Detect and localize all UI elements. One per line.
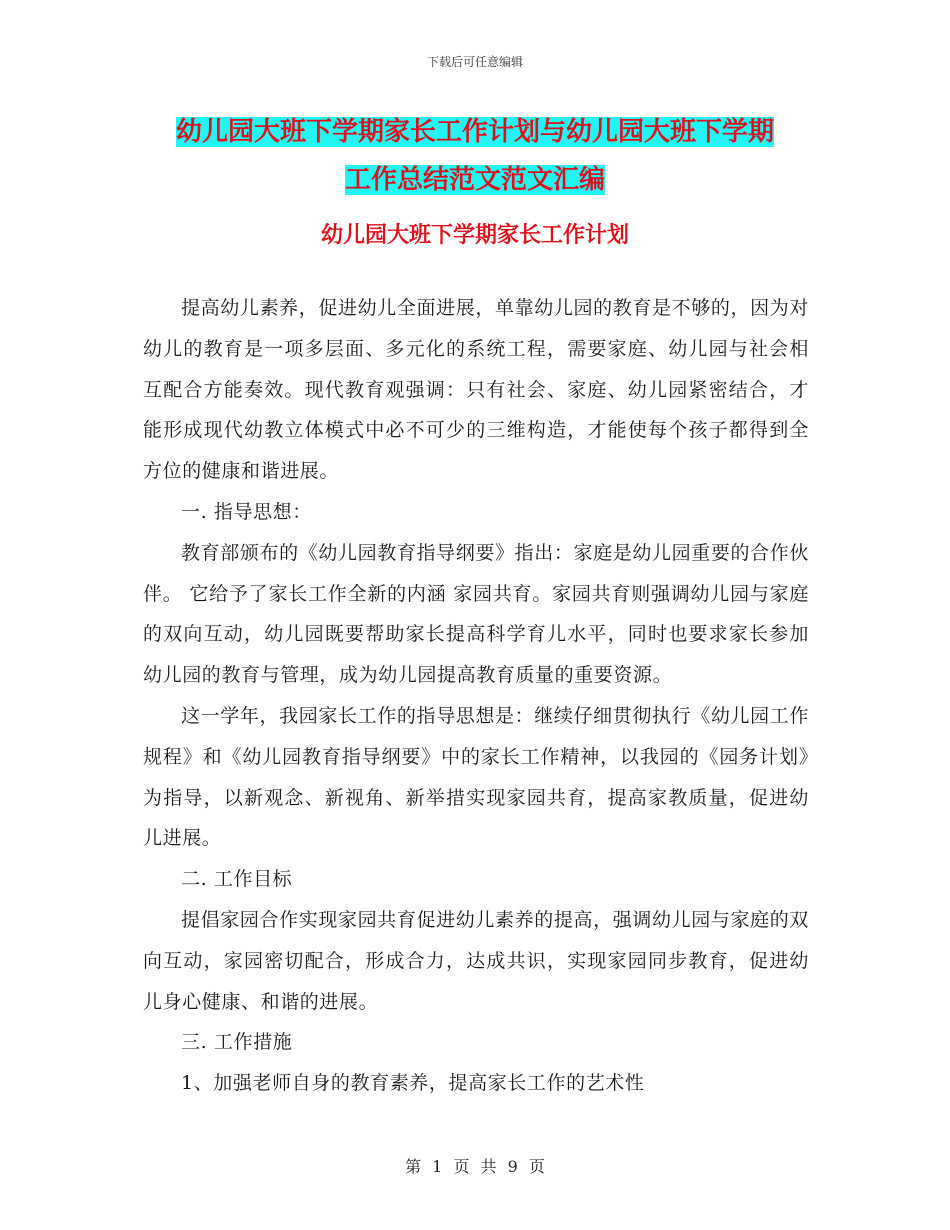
document-body xyxy=(143,288,809,1104)
paragraph-guideline: 教育部颁布的《幼儿园教育指导纲要》指出：家庭是幼儿园重要的合作伙伴。 它给予了家长工作全新的内涵 家园共育。家园共育则强调幼儿园与家庭的双向互动，幼儿园既要帮助家长提高科学育儿水平，同时也要求家长参加幼儿园的教育与管理，成为幼儿园提高教育质量的重要资源。 xyxy=(143,541,809,687)
section-title: 幼儿园大班下学期家长工作计划 xyxy=(320,223,629,248)
document-title xyxy=(145,108,805,204)
title-line-2: 工作总结范文范文汇编 xyxy=(344,165,605,195)
heading-work-measures: 三. 工作措施 xyxy=(181,1031,293,1054)
paragraph-measure-1: 1、加强老师自身的教育素养，提高家长工作的艺术性 xyxy=(181,1072,645,1095)
title-line-1: 幼儿园大班下学期家长工作计划与幼儿园大班下学期 xyxy=(175,117,774,147)
page-footer: 第 1 页 共 9 页 xyxy=(405,1157,545,1176)
heading-work-goals: 二. 工作目标 xyxy=(181,868,293,891)
paragraph-intro: 提高幼儿素养，促进幼儿全面进展，单靠幼儿园的教育是不够的，因为对幼儿的教育是一项多层面、多元化的系统工程，需要家庭、幼儿园与社会相互配合方能奏效。现代教育观强调：只有社会、家庭、幼儿园紧密结合，才能形成现代幼教立体模式中必不可少的三维构造，才能使每个孩子都得到全方位的健康和谐进展。 xyxy=(143,297,809,483)
header-note: 下载后可任意编辑 xyxy=(426,55,523,69)
paragraph-goals: 提倡家园合作实现家园共育促进幼儿素养的提高，强调幼儿园与家庭的双向互动，家园密切配合，形成合力，达成共识，实现家园同步教育，促进幼儿身心健康、和谐的进展。 xyxy=(143,908,809,1013)
paragraph-this-year: 这一学年，我园家长工作的指导思想是：继续仔细贯彻执行《幼儿园工作规程》和《幼儿园教育指导纲要》中的家长工作精神，以我园的《园务计划》为指导，以新观念、新视角、新举措实现家园共育，提高家教质量，促进幼儿进展。 xyxy=(143,704,809,850)
heading-guiding-thought: 一. 指导思想： xyxy=(181,500,312,523)
